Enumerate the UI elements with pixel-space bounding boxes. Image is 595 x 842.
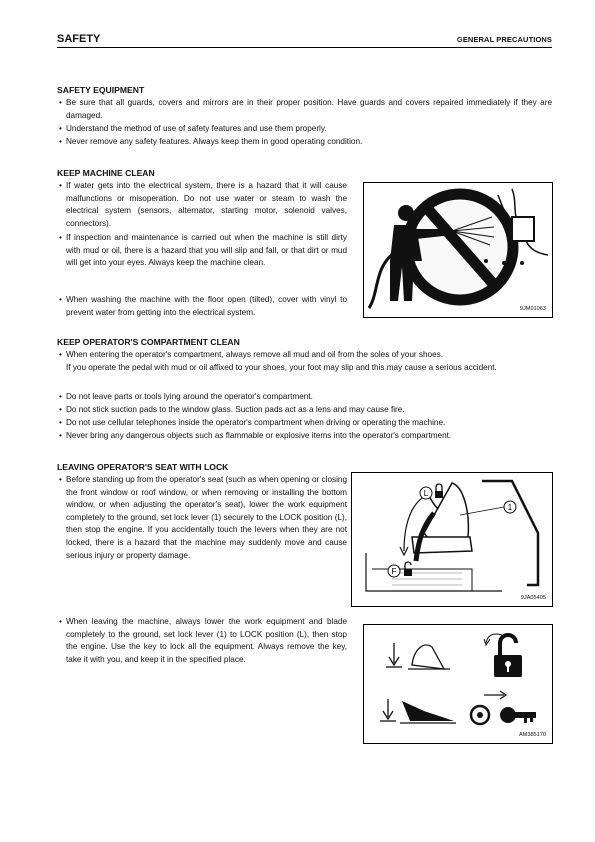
figure-lock-lever <box>351 472 553 607</box>
section-name: SAFETY <box>57 33 101 45</box>
figure-no-washing <box>363 182 553 318</box>
list-item-continuation: If you operate the pedal with mud or oil affixed to your shoes, your foot may slip and this may cause a serious accident. <box>66 363 497 372</box>
list-item: • Be sure that all guards, covers and mirrors are in their proper position. Have guards and covers repaired immediately if they are damaged. <box>59 98 552 120</box>
section-title-safety-equipment: SAFETY EQUIPMENT <box>57 85 145 95</box>
key-icon <box>471 691 536 724</box>
lock-symbols-illustration <box>364 625 552 743</box>
list-item: • When washing the machine with the floor open (tilted), cover with vinyl to prevent water from getting into the electrical system. <box>59 295 347 317</box>
list-item: • Before standing up from the operator's seat (such as when opening or closing the front window or roof window, or when removing or installing the bottom window, or when adjusting the operator's seat), lower the work equipment completely to the ground, set lock lever (1) securely to the LOCK position (L), then stop the engine. If you accidentally touch the levers when they are not locked, there is a hazard that the machine may suddenly move and cause serious injury or property damage. <box>59 475 348 560</box>
list-item: • If water gets into the electrical system, there is a hazard that it will cause malfunctions or misoperation. Do not use water or steam to wash the electrical system (sensors, alternator, starting motor, solenoid valves, connectors). <box>59 181 347 228</box>
section-title-keep-machine-clean: KEEP MACHINE CLEAN <box>57 168 155 178</box>
padlock-icon <box>484 634 522 677</box>
list-item: • Do not use cellular telephones inside the operator's compartment when driving or operating the machine. <box>59 418 446 427</box>
no-washing-illustration <box>364 183 552 317</box>
list-item: • When entering the operator's compartment, always remove all mud and oil from the soles of your shoes. <box>59 350 444 359</box>
figure-code: AM385170 <box>518 732 546 738</box>
chapter-name: GENERAL PRECAUTIONS <box>456 35 552 44</box>
section-title-keep-compartment-clean: KEEP OPERATOR'S COMPARTMENT CLEAN <box>57 337 240 347</box>
list-item: • Do not leave parts or tools lying around the operator's compartment. <box>59 392 313 401</box>
figure-lock-symbols <box>363 624 553 744</box>
list-item: • Understand the method of use of safety features and use them properly. <box>59 124 327 133</box>
section-title-leaving-seat: LEAVING OPERATOR'S SEAT WITH LOCK <box>57 462 229 472</box>
lower-blade-icon <box>380 699 456 723</box>
list-item: • If inspection and maintenance is carried out when the machine is still dirty with mud or oil, there is a hazard that you will slip and fall, or that dirt or mud will get into your eyes. Always keep the machine clean. <box>59 233 347 268</box>
lower-bucket-icon <box>386 643 450 669</box>
lock-position-label: L <box>423 489 429 498</box>
page-header <box>57 33 552 47</box>
list-item: • When leaving the machine, always lower the work equipment and blade completely to the ground, set lock lever (1) to LOCK position (L), then stop the engine. Use the key to lock all the equipment. Always remove the key, take it with you, and keep it in the specified place. <box>59 617 347 664</box>
lever-label: 1 <box>507 503 513 512</box>
free-position-label: F <box>391 567 397 576</box>
figure-code: 9JM01063 <box>519 306 546 312</box>
figure-code: 9JA05405 <box>520 595 546 601</box>
list-item: • Never bring any dangerous objects such as flammable or explosive items into the operator's compartment. <box>59 431 452 440</box>
list-item: • Never remove any safety features. Always keep them in good operating condition. <box>59 137 363 146</box>
list-item: • Do not stick suction pads to the window glass. Suction pads act as a lens and may cause fire. <box>59 405 405 414</box>
lock-lever-illustration <box>352 473 552 606</box>
header-rule <box>57 47 552 48</box>
